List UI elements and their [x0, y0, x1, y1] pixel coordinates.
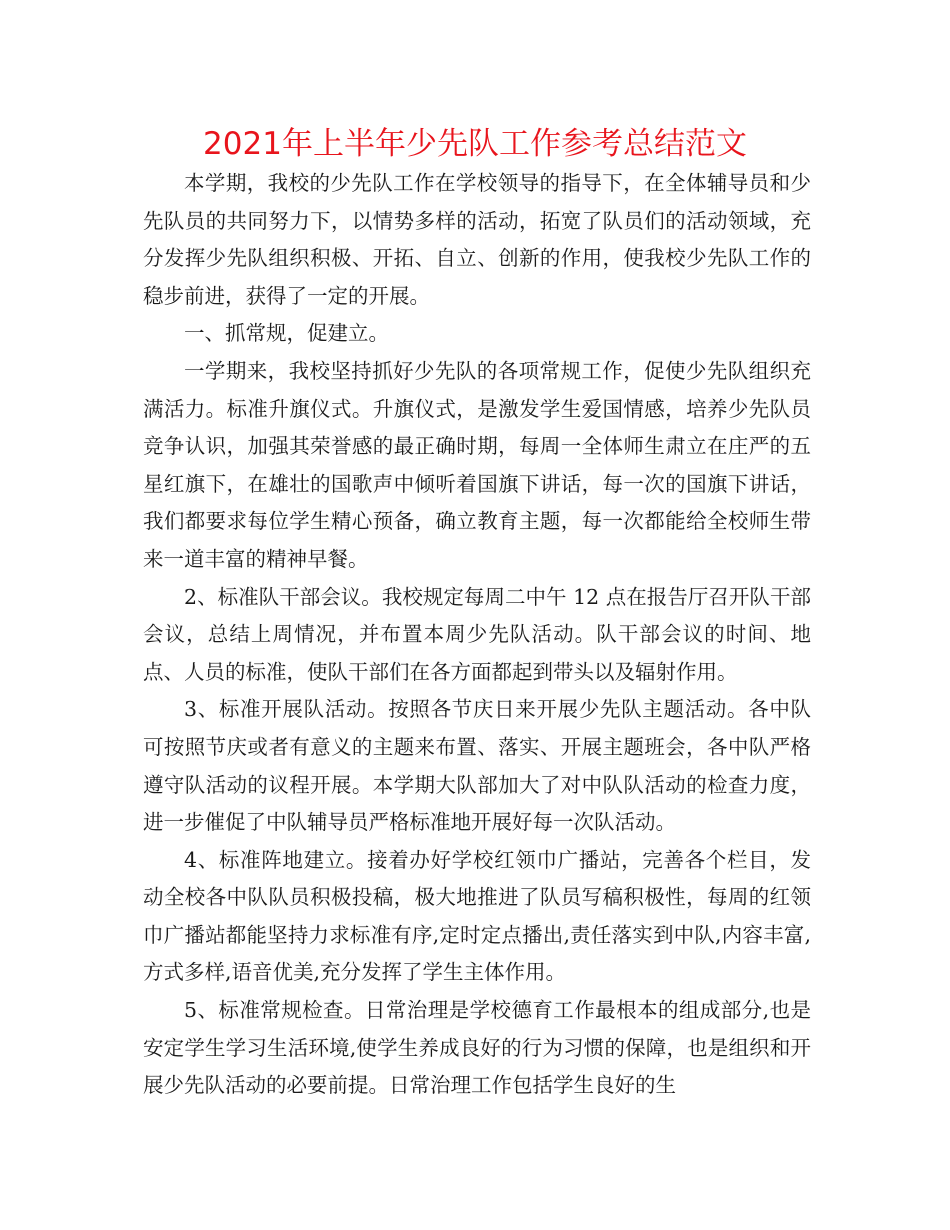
paragraph-routine-work: 一学期来，我校坚持抓好少先队的各项常规工作，促使少先队组织充满活力。标准升旗仪式。升旗仪式，是激发学生爱国情感，培养少先队员竞争认识，加强其荣誉感的最正确时期，每周一全体师生肃立在庄严的五星红旗下，在雄壮的国歌声中倾听着国旗下讲话，每一次的国旗下讲话，我们都要求每位学生精心预备，确立教育主题，每一次都能给全校师生带来一道丰富的精神早餐。: [143, 358, 811, 571]
paragraph-routine-inspection: 5、标准常规检查。日常治理是学校德育工作最根本的组成部分,也是安定学生学习生活环境,使学生养成良好的行为习惯的保障，也是组织和开展少先队活动的必要前提。日常治理工作包括学生良好的生: [143, 998, 811, 1098]
paragraph-team-activities: 3、标准开展队活动。按照各节庆日来开展少先队主题活动。各中队可按照节庆或者有意义的主题来布置、落实、开展主题班会，各中队严格遵守队活动的议程开展。本学期大队部加大了对中队队活动的检查力度，进一步催促了中队辅导员严格标准地开展好每一次队活动。: [143, 697, 811, 835]
paragraph-broadcast-station: 4、标准阵地建立。接着办好学校红领巾广播站，完善各个栏目，发动全校各中队队员积极投稿，极大地推进了队员写稿积极性，每周的红领巾广播站都能坚持力求标准有序,定时定点播出,责任落实到中队,内容丰富,方式多样,语音优美,充分发挥了学生主体作用。: [143, 847, 811, 985]
paragraph-cadre-meeting: 2、标准队干部会议。我校规定每周二中午 12 点在报告厅召开队干部会议，总结上周情况，并布置本周少先队活动。队干部会议的时间、地点、人员的标准，使队干部们在各方面都起到带头以及辐射作用。: [143, 584, 811, 684]
paragraph-intro: 本学期，我校的少先队工作在学校领导的指导下，在全体辅导员和少先队员的共同努力下，以情势多样的活动，拓宽了队员们的活动领域，充分发挥少先队组织积极、开拓、自立、创新的作用，使我校少先队工作的稳步前进，获得了一定的开展。: [143, 171, 811, 308]
document-title: 2021年上半年少先队工作参考总结范文: [203, 126, 747, 162]
paragraph-section-heading: 一、抓常规，促建立。: [184, 321, 389, 346]
document-body: [143, 165, 811, 1105]
